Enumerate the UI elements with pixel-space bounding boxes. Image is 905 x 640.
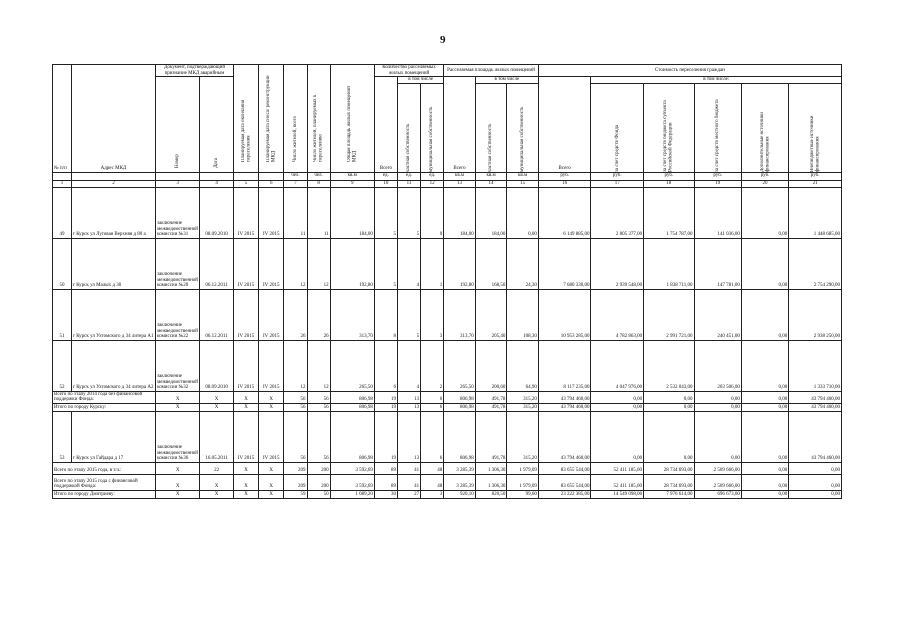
- table-cell: IV 2015: [233, 187, 258, 238]
- table-cell: 52 411 185,00: [591, 474, 644, 490]
- table-cell: 48: [421, 462, 444, 474]
- unit-cell: ед.: [374, 172, 397, 180]
- summary-label: Итого по городу Дмитриеву:: [53, 490, 156, 498]
- table-cell: 0,00: [789, 474, 842, 490]
- table-cell: 43 794 460,00: [538, 411, 591, 462]
- table-cell: 50: [307, 490, 330, 498]
- table-cell: 3 592,69: [330, 462, 374, 474]
- table-cell: 13: [397, 403, 420, 411]
- table-cell: 313,70: [444, 289, 476, 340]
- table-cell: X: [200, 490, 234, 498]
- column-number-cell: 17: [591, 180, 644, 187]
- table-cell: 51: [53, 289, 72, 340]
- table-cell: 28 734 693,00: [644, 462, 694, 474]
- table-cell: 52: [53, 340, 72, 391]
- header-residents: Число жителей, всего: [292, 116, 298, 163]
- table-cell: 2 938 250,00: [789, 289, 842, 340]
- table-cell: 5: [374, 187, 397, 238]
- header-planned-demolish: Планируемая дата сноса/ реконструкции МКД: [265, 75, 277, 163]
- table-cell: 313,70: [330, 289, 374, 340]
- table-cell: 2 754 290,00: [789, 238, 842, 289]
- table-cell: 4: [397, 340, 420, 391]
- unit-cell: кв.м: [330, 172, 374, 180]
- table-cell: 806,98: [444, 411, 476, 462]
- table-cell: заключение межведомственной комиссии №31: [156, 187, 200, 238]
- table-cell: 6: [374, 340, 397, 391]
- table-cell: 820,50: [475, 490, 507, 498]
- table-cell: 64,90: [507, 340, 539, 391]
- table-cell: 19: [374, 391, 397, 403]
- table-cell: 14 549 098,00: [591, 490, 644, 498]
- table-cell: 0,00: [741, 289, 788, 340]
- table-cell: 2 532 043,00: [644, 340, 694, 391]
- table-cell: IV 2015: [233, 238, 258, 289]
- table-cell: 806,98: [444, 391, 476, 403]
- table-cell: 0,00: [741, 411, 788, 462]
- unit-cell: кв.м: [507, 172, 539, 180]
- table-cell: X: [233, 490, 258, 498]
- header-area-private: частная собственность: [488, 123, 494, 172]
- header-address: Адрес МКД: [71, 65, 155, 173]
- header-count-municipal: муниципальная собственность: [429, 106, 435, 172]
- unit-cell: руб.: [538, 172, 591, 180]
- table-cell: IV 2015: [259, 238, 284, 289]
- table-cell: 200,60: [475, 340, 507, 391]
- table-cell: 240 451,00: [694, 289, 741, 340]
- table-cell: 0,00: [694, 411, 741, 462]
- table-cell: 43 794 460,00: [538, 403, 591, 411]
- table-cell: IV 2015: [259, 411, 284, 462]
- unit-cell: [259, 172, 284, 180]
- table-cell: 50: [53, 238, 72, 289]
- table-cell: 1 838 711,00: [644, 238, 694, 289]
- unit-cell: руб.: [694, 172, 741, 180]
- table-cell: 184,00: [330, 187, 374, 238]
- table-cell: 19: [374, 403, 397, 411]
- table-cell: 491,78: [475, 411, 507, 462]
- column-number-cell: 13: [444, 180, 476, 187]
- table-cell: 41: [397, 474, 420, 490]
- column-number-cell: 19: [694, 180, 741, 187]
- column-number-cell: 15: [507, 180, 539, 187]
- table-cell: 0,00: [741, 474, 788, 490]
- table-cell: 200: [307, 462, 330, 474]
- table-cell: 8 117 235,00: [538, 340, 591, 391]
- table-cell: X: [156, 391, 200, 403]
- table-cell: 205,40: [475, 289, 507, 340]
- table-cell: 2: [421, 340, 444, 391]
- table-cell: 11: [284, 187, 307, 238]
- table-cell: 12: [307, 340, 330, 391]
- column-number-cell: 16: [538, 180, 591, 187]
- column-number-cell: 21: [789, 180, 842, 187]
- table-cell: заключение межведомственной комиссии №36: [156, 411, 200, 462]
- header-cost-fund: за счет средств Фонда: [614, 124, 620, 172]
- table-cell: IV 2015: [233, 340, 258, 391]
- table-cell: 56: [307, 391, 330, 403]
- header-row-1: [53, 65, 842, 77]
- table-cell: 1 979,09: [507, 474, 539, 490]
- table-row: [53, 340, 842, 391]
- table-cell: 26: [307, 289, 330, 340]
- table-cell: 16.05.2011: [200, 411, 234, 462]
- header-area-group: Расселяемая площадь жилых помещений: [444, 65, 539, 77]
- table-cell: 696 673,00: [694, 490, 741, 498]
- table-cell: 27: [397, 490, 420, 498]
- column-number-cell: 8: [307, 180, 330, 187]
- table-cell: 209: [284, 462, 307, 474]
- resettlement-table: [52, 64, 842, 499]
- unit-cell: чел.: [284, 172, 307, 180]
- table-cell: 56: [284, 391, 307, 403]
- table-cell: X: [156, 462, 200, 474]
- table-cell: 0,00: [789, 490, 842, 498]
- table-cell: 13: [397, 391, 420, 403]
- table-cell: 491,78: [475, 391, 507, 403]
- table-cell: 5: [397, 187, 420, 238]
- table-cell: 2 509 666,00: [694, 462, 741, 474]
- header-cost-local: за счет средств местного бюджета: [714, 98, 720, 172]
- table-cell: 806,98: [330, 411, 374, 462]
- table-cell: X: [259, 391, 284, 403]
- table-cell: 265,50: [330, 340, 374, 391]
- table-cell: заключение межведомственной комиссии №22: [156, 289, 200, 340]
- table-cell: 30: [374, 490, 397, 498]
- table-cell: г Курск ул Ухтомского д 34 литера А1: [71, 289, 155, 340]
- table-cell: X: [200, 403, 234, 411]
- table-cell: 6: [421, 403, 444, 411]
- table-cell: г Курск ул Гайдара д 17: [71, 411, 155, 462]
- table-cell: 56: [284, 403, 307, 411]
- column-number-cell: 3: [156, 180, 200, 187]
- table-cell: 49: [53, 187, 72, 238]
- table-cell: X: [233, 403, 258, 411]
- table-cell: 192,80: [444, 238, 476, 289]
- table-cell: 56: [307, 403, 330, 411]
- table-row: [53, 411, 842, 462]
- table-row: [53, 187, 842, 238]
- table-cell: 13: [397, 411, 420, 462]
- unit-cell: руб.: [789, 172, 842, 180]
- header-cost-extra: Дополнительные источники финансирования: [759, 111, 771, 172]
- summary-row: [53, 403, 842, 411]
- header-area-total: Общая площадь жилых помещений МКД: [346, 86, 358, 163]
- table-cell: 0,00: [591, 403, 644, 411]
- table-cell: X: [156, 490, 200, 498]
- table-cell: 4 782 863,00: [591, 289, 644, 340]
- table-cell: 0,00: [644, 411, 694, 462]
- column-number-cell: 6: [259, 180, 284, 187]
- header-cost-region: за счет средств бюджета субъекта Российской Федерации: [663, 99, 674, 172]
- table-cell: 4: [397, 238, 420, 289]
- table-cell: 89: [374, 474, 397, 490]
- table-cell: 43 794 460,00: [789, 391, 842, 403]
- table-cell: 41: [397, 462, 420, 474]
- unit-cell: [200, 172, 234, 180]
- table-cell: 209: [284, 474, 307, 490]
- unit-cell: ед.: [397, 172, 420, 180]
- table-cell: 12: [307, 238, 330, 289]
- header-count-incl: в том числе: [397, 77, 443, 84]
- table-cell: г Курск ул Малых д 30: [71, 238, 155, 289]
- table-cell: 265,50: [444, 340, 476, 391]
- header-cost-incl: в том числе:: [591, 77, 842, 84]
- table-cell: 0,00: [741, 187, 788, 238]
- table-cell: IV 2015: [259, 340, 284, 391]
- table-cell: 12: [284, 238, 307, 289]
- column-number-cell: 9: [330, 180, 374, 187]
- header-cost-total: Всего: [538, 77, 591, 173]
- table-cell: 1 979,09: [507, 462, 539, 474]
- table-cell: X: [259, 474, 284, 490]
- column-numbers-row: [53, 180, 842, 187]
- table-cell: X: [156, 474, 200, 490]
- table-cell: 3: [421, 289, 444, 340]
- table-cell: X: [259, 403, 284, 411]
- table-cell: X: [259, 462, 284, 474]
- table-cell: 6: [421, 411, 444, 462]
- table-cell: IV 2015: [259, 187, 284, 238]
- column-number-cell: 5: [233, 180, 258, 187]
- table-cell: 0,00: [741, 490, 788, 498]
- table-cell: 806,98: [330, 391, 374, 403]
- table-row: [53, 238, 842, 289]
- table-cell: г Курск ул Ухтомского д 34 литера А2: [71, 340, 155, 391]
- unit-cell: [156, 172, 200, 180]
- table-cell: г Курск ул Луговая Верхняя д 80 а: [71, 187, 155, 238]
- unit-cell: руб.: [741, 172, 788, 180]
- header-area-incl: в том числе: [475, 77, 538, 84]
- table-cell: X: [200, 391, 234, 403]
- unit-cell: кв.м: [475, 172, 507, 180]
- summary-label: Всего по этапу 2015 года, в т.ч.:: [53, 462, 156, 474]
- column-number-cell: 4: [200, 180, 234, 187]
- table-cell: 0,00: [694, 391, 741, 403]
- table-cell: 08.09.2010: [200, 187, 234, 238]
- column-number-cell: 2: [71, 180, 155, 187]
- summary-row: [53, 474, 842, 490]
- table-cell: 4 047 976,00: [591, 340, 644, 391]
- header-count-group: Количество расселяемых жилых помещений: [374, 65, 443, 77]
- summary-row: [53, 391, 842, 403]
- table-cell: 1 306,30: [475, 474, 507, 490]
- table-cell: 11: [307, 187, 330, 238]
- table-cell: 99,60: [507, 490, 539, 498]
- column-number-cell: 1: [53, 180, 72, 187]
- table-cell: X: [233, 462, 258, 474]
- table-cell: 192,80: [330, 238, 374, 289]
- table-cell: 1 333 710,00: [789, 340, 842, 391]
- table-cell: 06.12.2011: [200, 289, 234, 340]
- header-area-total-sub: Всего: [444, 77, 476, 173]
- column-number-cell: 14: [475, 180, 507, 187]
- summary-label: Всего по этапу 2015 года с финансовой поддержкой Фонда:: [53, 474, 156, 490]
- unit-cell: руб.: [591, 172, 644, 180]
- table-cell: 0,00: [789, 462, 842, 474]
- table-cell: X: [233, 474, 258, 490]
- table-cell: 56: [284, 411, 307, 462]
- header-count-private: частная собственность: [406, 123, 412, 172]
- table-cell: X: [259, 490, 284, 498]
- table-cell: 56: [307, 411, 330, 462]
- table-cell: X: [233, 391, 258, 403]
- table-cell: 1 448 685,00: [789, 187, 842, 238]
- table-cell: 1: [421, 238, 444, 289]
- table-cell: 89: [374, 462, 397, 474]
- unit-cell: ед.: [421, 172, 444, 180]
- table-cell: 59: [284, 490, 307, 498]
- table-cell: 806,98: [330, 403, 374, 411]
- table-cell: X: [156, 403, 200, 411]
- table-cell: 2 991 721,00: [644, 289, 694, 340]
- table-cell: 0,00: [591, 411, 644, 462]
- table-cell: 28 734 693,00: [644, 474, 694, 490]
- table-cell: 203 506,00: [694, 340, 741, 391]
- table-cell: IV 2015: [259, 289, 284, 340]
- table-cell: заключение межведомственной комиссии №32: [156, 340, 200, 391]
- unit-cell: чел.: [307, 172, 330, 180]
- header-no: № п/п: [53, 65, 72, 173]
- table-cell: 7 680 330,00: [538, 238, 591, 289]
- header-row-2: [53, 77, 842, 84]
- unit-cell: кв.м: [444, 172, 476, 180]
- header-document: Документ, подтверждающий признание МКД аварийным: [156, 65, 234, 77]
- units-row: [53, 172, 842, 180]
- table-cell: 22: [200, 462, 234, 474]
- table-cell: IV 2015: [233, 411, 258, 462]
- table-cell: 12: [284, 340, 307, 391]
- column-number-cell: 10: [374, 180, 397, 187]
- table-cell: 24,30: [507, 238, 539, 289]
- table-cell: 0,00: [741, 340, 788, 391]
- table-cell: 3 285,39: [444, 474, 476, 490]
- table-cell: 7 976 614,00: [644, 490, 694, 498]
- table-cell: 43 794 460,00: [789, 403, 842, 411]
- table-cell: X: [200, 474, 234, 490]
- table-cell: 1 089,20: [330, 490, 374, 498]
- table-cell: 83 655 544,00: [538, 474, 591, 490]
- table-cell: 83 655 544,00: [538, 462, 591, 474]
- summary-label: Всего по этапу 2014 года без финансовой поддержки Фонда:: [53, 391, 156, 403]
- table-cell: 0,00: [694, 403, 741, 411]
- table-row: [53, 289, 842, 340]
- table-cell: 23 222 385,00: [538, 490, 591, 498]
- table-cell: 0,00: [644, 403, 694, 411]
- table-cell: 2 805 377,00: [591, 187, 644, 238]
- table-cell: 920,10: [444, 490, 476, 498]
- table-cell: 184,00: [475, 187, 507, 238]
- table-cell: 3 592,69: [330, 474, 374, 490]
- table-cell: 0: [421, 187, 444, 238]
- column-number-cell: 7: [284, 180, 307, 187]
- table-cell: 315,20: [507, 391, 539, 403]
- table-cell: 43 794 460,00: [538, 391, 591, 403]
- unit-cell: руб.: [644, 172, 694, 180]
- unit-cell: [233, 172, 258, 180]
- header-count-total: Всего: [374, 77, 397, 173]
- table-cell: 0,00: [741, 391, 788, 403]
- unit-cell: [71, 172, 155, 180]
- table-cell: 184,00: [444, 187, 476, 238]
- table-cell: IV 2015: [233, 289, 258, 340]
- table-cell: 0,00: [741, 238, 788, 289]
- table-cell: 3 285,39: [444, 462, 476, 474]
- header-planned-resettle: Планируемая дата окончания переселения: [240, 100, 251, 163]
- header-doc-number: Номер: [174, 154, 180, 169]
- column-number-cell: 18: [644, 180, 694, 187]
- table-cell: 43 794 460,00: [789, 411, 842, 462]
- table-cell: 5: [397, 289, 420, 340]
- header-area-municipal: муниципальная собственность: [519, 106, 525, 172]
- table-cell: 2 939 548,00: [591, 238, 644, 289]
- table-cell: 6: [421, 391, 444, 403]
- unit-cell: [53, 172, 72, 180]
- table-cell: 8: [374, 289, 397, 340]
- table-cell: 52 411 185,00: [591, 462, 644, 474]
- column-number-cell: 12: [421, 180, 444, 187]
- table-cell: 06.12.2011: [200, 238, 234, 289]
- table-cell: 2 509 666,00: [694, 474, 741, 490]
- table-cell: 5: [374, 238, 397, 289]
- table-cell: 168,50: [475, 238, 507, 289]
- table-cell: 315,20: [507, 403, 539, 411]
- table-cell: 0,00: [591, 391, 644, 403]
- table-cell: 08.09.2010: [200, 340, 234, 391]
- header-doc-date: Дата: [213, 158, 219, 169]
- column-number-cell: 20: [741, 180, 788, 187]
- summary-row: [53, 462, 842, 474]
- table-cell: 200: [307, 474, 330, 490]
- table-cell: 19: [374, 411, 397, 462]
- table-cell: 0,00: [741, 462, 788, 474]
- table-cell: 491,78: [475, 403, 507, 411]
- table-cell: 806,98: [444, 403, 476, 411]
- table-cell: 141 036,00: [694, 187, 741, 238]
- table-cell: 48: [421, 474, 444, 490]
- table-body: [53, 65, 842, 499]
- table-cell: 26: [284, 289, 307, 340]
- page-number: 9: [440, 34, 446, 46]
- table-cell: 6 149 885,00: [538, 187, 591, 238]
- summary-row: [53, 490, 842, 498]
- table-cell: 315,20: [507, 411, 539, 462]
- table-cell: 1 306,30: [475, 462, 507, 474]
- summary-label: Итого по городу Курску:: [53, 403, 156, 411]
- table-cell: 0,00: [507, 187, 539, 238]
- table-cell: 0,00: [741, 403, 788, 411]
- header-cost-group: Стоимость переселения граждан: [538, 65, 841, 77]
- table-cell: 108,30: [507, 289, 539, 340]
- table-cell: 3: [421, 490, 444, 498]
- table-cell: 10 953 285,00: [538, 289, 591, 340]
- table-cell: 53: [53, 411, 72, 462]
- header-cost-ext: Внебюджетные источники финансирования: [809, 115, 821, 172]
- column-number-cell: 11: [397, 180, 420, 187]
- header-residents-planned: Число жителей, планируемых к переселению: [313, 94, 324, 163]
- table-cell: 1 754 787,00: [644, 187, 694, 238]
- table-cell: заключение межведомственной комиссии №20: [156, 238, 200, 289]
- table-cell: 147 781,00: [694, 238, 741, 289]
- table-cell: 0,00: [644, 391, 694, 403]
